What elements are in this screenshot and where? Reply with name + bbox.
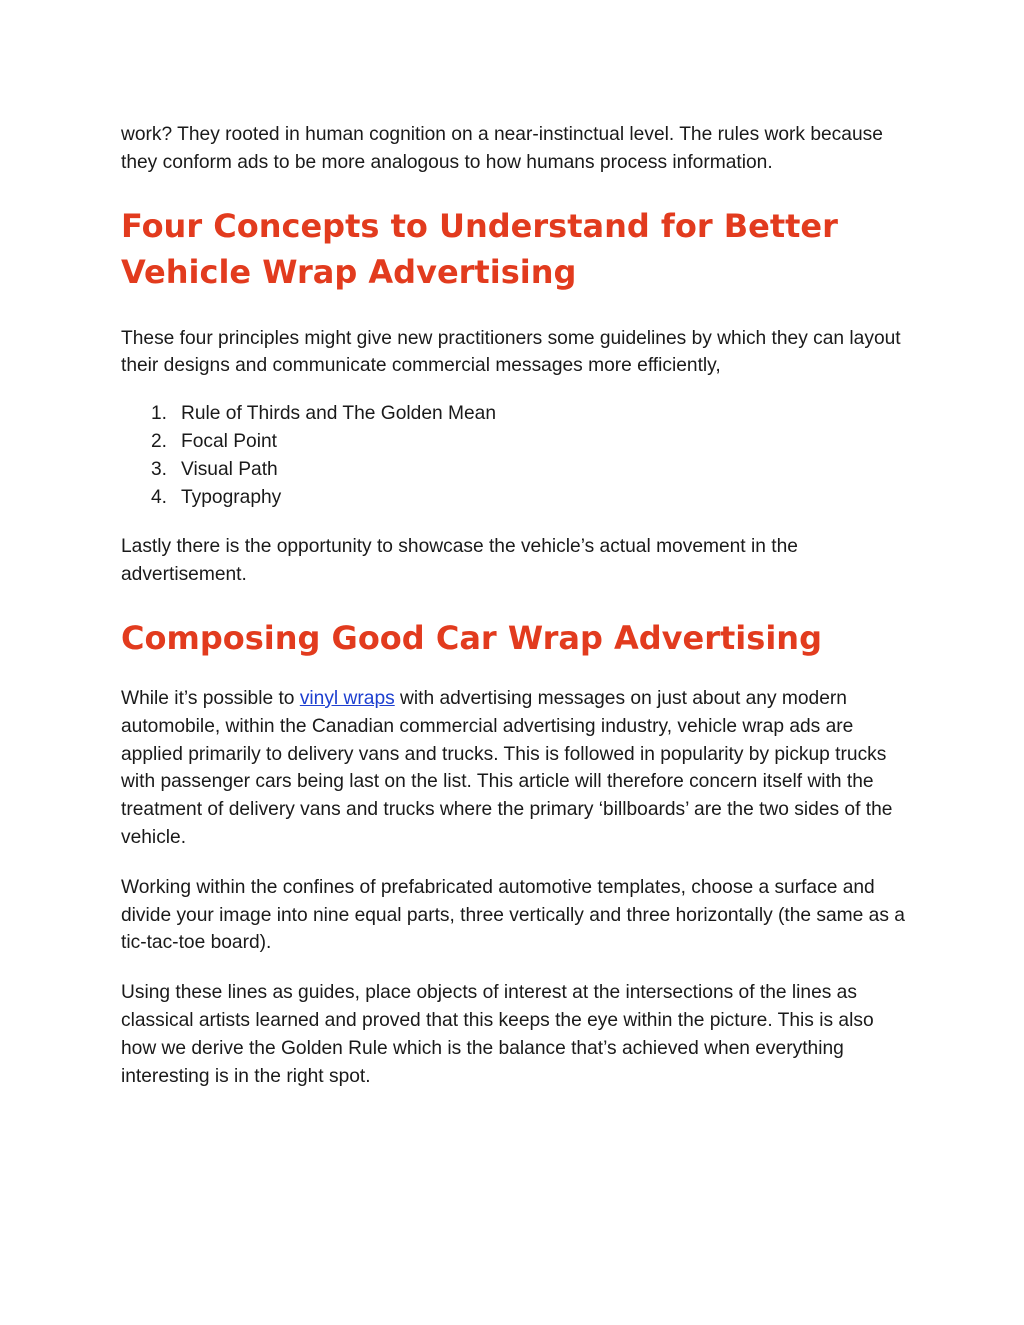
list-item-number: 2.: [151, 430, 168, 452]
list-item-label: Focal Point: [181, 430, 277, 452]
vinyl-wraps-paragraph: [121, 685, 911, 852]
list-item: [121, 484, 911, 512]
concepts-list: [121, 400, 911, 511]
templates-paragraph: Working within the confines of prefabricated automotive templates, choose a surface and divide your image into nine equal parts, three vertically and three horizontally (the same as a tic-tac-toe board).: [121, 876, 905, 954]
guides-paragraph: Using these lines as guides, place objects of interest at the intersections of the lines as classical artists learned and proved that this keeps the eye within the picture. This is also how we derive the Golden Rule which is the balance that’s achieved when everything interesting is in the right spot.: [121, 982, 874, 1087]
para1-text-before: While it’s possible to: [121, 687, 300, 709]
intro-paragraph: work? They rooted in human cognition on a near-instinctual level. The rules work because they conform ads to be more analogous to how humans process information.: [121, 124, 883, 173]
list-item: [121, 428, 911, 456]
list-item-label: Rule of Thirds and The Golden Mean: [181, 403, 497, 425]
document-page: [121, 121, 911, 1112]
principles-paragraph: These four principles might give new practitioners some guidelines by which they can layout their designs and communicate commercial messages more efficiently,: [121, 327, 901, 377]
list-item: [121, 400, 911, 428]
list-item-number: 4.: [151, 486, 168, 508]
list-item-number: 1.: [151, 403, 168, 425]
list-item-number: 3.: [151, 458, 168, 480]
heading-four-concepts: Four Concepts to Understand for Better Vehicle Wrap Advertising: [121, 206, 838, 291]
list-item-label: Visual Path: [181, 458, 278, 480]
para1-text-after: with advertising messages on just about any modern automobile, within the Canadian commercial advertising industry, vehicle wrap ads are applied primarily to delivery vans and trucks. This is followed in popularity by pickup trucks with passenger cars being last on the list. This article will therefore concern itself with the treatment of delivery vans and trucks where the primary ‘billboards’ are the two sides of the vehicle.: [121, 687, 893, 848]
list-item: [121, 456, 911, 484]
heading-composing: Composing Good Car Wrap Advertising: [121, 618, 822, 657]
vinyl-wraps-link[interactable]: vinyl wraps: [299, 687, 395, 709]
lastly-paragraph: Lastly there is the opportunity to showcase the vehicle’s actual movement in the advertisement.: [121, 536, 798, 586]
list-item-label: Typography: [181, 486, 282, 508]
